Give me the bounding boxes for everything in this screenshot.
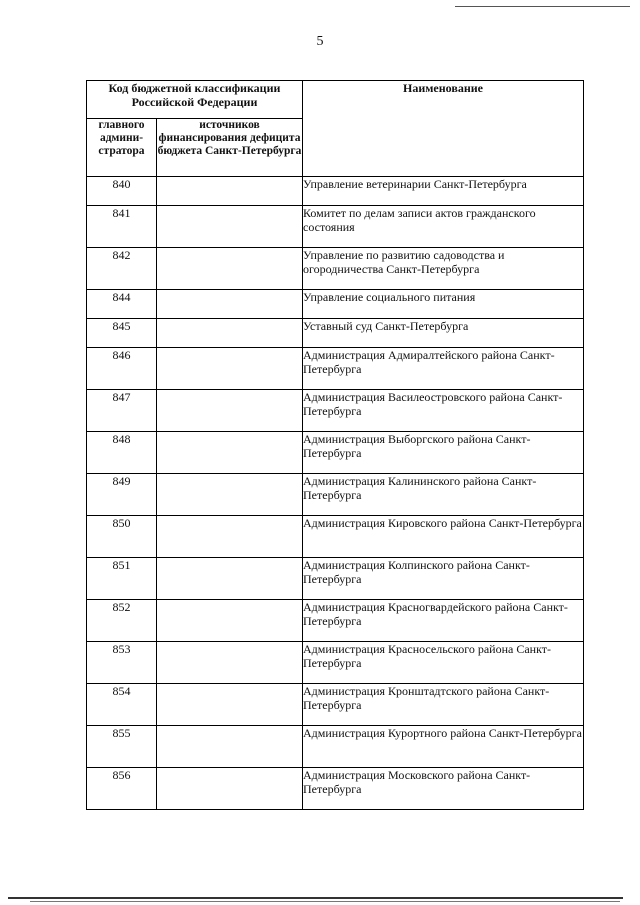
table-row [87,600,584,642]
row-source [157,768,303,810]
row-source [157,177,303,206]
top-rule [455,6,630,7]
row-name: Управление ветеринарии Санкт-Петербурга [303,177,584,206]
row-name: Администрация Кировского района Санкт-Петербурга [303,516,584,558]
row-name: Управление социального питания [303,290,584,319]
header-sources: источников финансирования дефицита бюджета Санкт-Петербурга [157,119,303,177]
bottom-rule-thin [30,901,620,902]
row-name: Администрация Выборгского района Санкт-Петербурга [303,432,584,474]
row-name: Администрация Красносельского района Санкт-Петербурга [303,642,584,684]
table-row [87,206,584,248]
row-code: 856 [87,768,157,810]
row-code: 854 [87,684,157,726]
row-name: Комитет по делам записи актов гражданского состояния [303,206,584,248]
row-source [157,726,303,768]
row-code: 850 [87,516,157,558]
row-source [157,248,303,290]
table-row [87,319,584,348]
table-row [87,474,584,516]
row-name: Администрация Красногвардейского района Санкт-Петербурга [303,600,584,642]
row-code: 841 [87,206,157,248]
budget-classification-table [86,80,584,810]
row-code: 842 [87,248,157,290]
table-row [87,390,584,432]
row-code: 846 [87,348,157,390]
row-source [157,642,303,684]
table-row [87,177,584,206]
row-name: Администрация Курортного района Санкт-Петербурга [303,726,584,768]
page-number: 5 [316,34,324,49]
row-source [157,558,303,600]
row-source [157,206,303,248]
table-row [87,768,584,810]
table-row [87,516,584,558]
row-source [157,290,303,319]
row-source [157,432,303,474]
row-source [157,348,303,390]
row-name: Управление по развитию садоводства и огородничества Санкт-Петербурга [303,248,584,290]
row-name: Администрация Колпинского района Санкт-Петербурга [303,558,584,600]
table-row [87,684,584,726]
header-group-label: Код бюджетной классификации Российской Федерации [87,81,303,119]
bottom-rule [8,897,623,899]
row-code: 855 [87,726,157,768]
row-code: 852 [87,600,157,642]
table-row [87,642,584,684]
table-row [87,348,584,390]
row-source [157,474,303,516]
row-name: Администрация Кронштадтского района Санкт-Петербурга [303,684,584,726]
row-code: 845 [87,319,157,348]
row-source [157,319,303,348]
table-row [87,248,584,290]
table-row [87,290,584,319]
table-row [87,726,584,768]
header-row-group [87,81,584,119]
row-source [157,516,303,558]
row-code: 847 [87,390,157,432]
table-row [87,432,584,474]
row-code: 844 [87,290,157,319]
row-name: Уставный суд Санкт-Петербурга [303,319,584,348]
row-source [157,390,303,432]
table-body [87,177,584,810]
row-code: 853 [87,642,157,684]
row-source [157,600,303,642]
table-row [87,558,584,600]
row-name: Администрация Василеостровского района Санкт-Петербурга [303,390,584,432]
row-name: Администрация Адмиралтейского района Санкт-Петербурга [303,348,584,390]
row-source [157,684,303,726]
row-code: 849 [87,474,157,516]
row-name: Администрация Московского района Санкт-Петербурга [303,768,584,810]
header-name: Наименование [303,81,584,177]
header-admin: главного админи-стратора [87,119,157,177]
row-name: Администрация Калининского района Санкт-Петербурга [303,474,584,516]
row-code: 848 [87,432,157,474]
row-code: 840 [87,177,157,206]
row-code: 851 [87,558,157,600]
